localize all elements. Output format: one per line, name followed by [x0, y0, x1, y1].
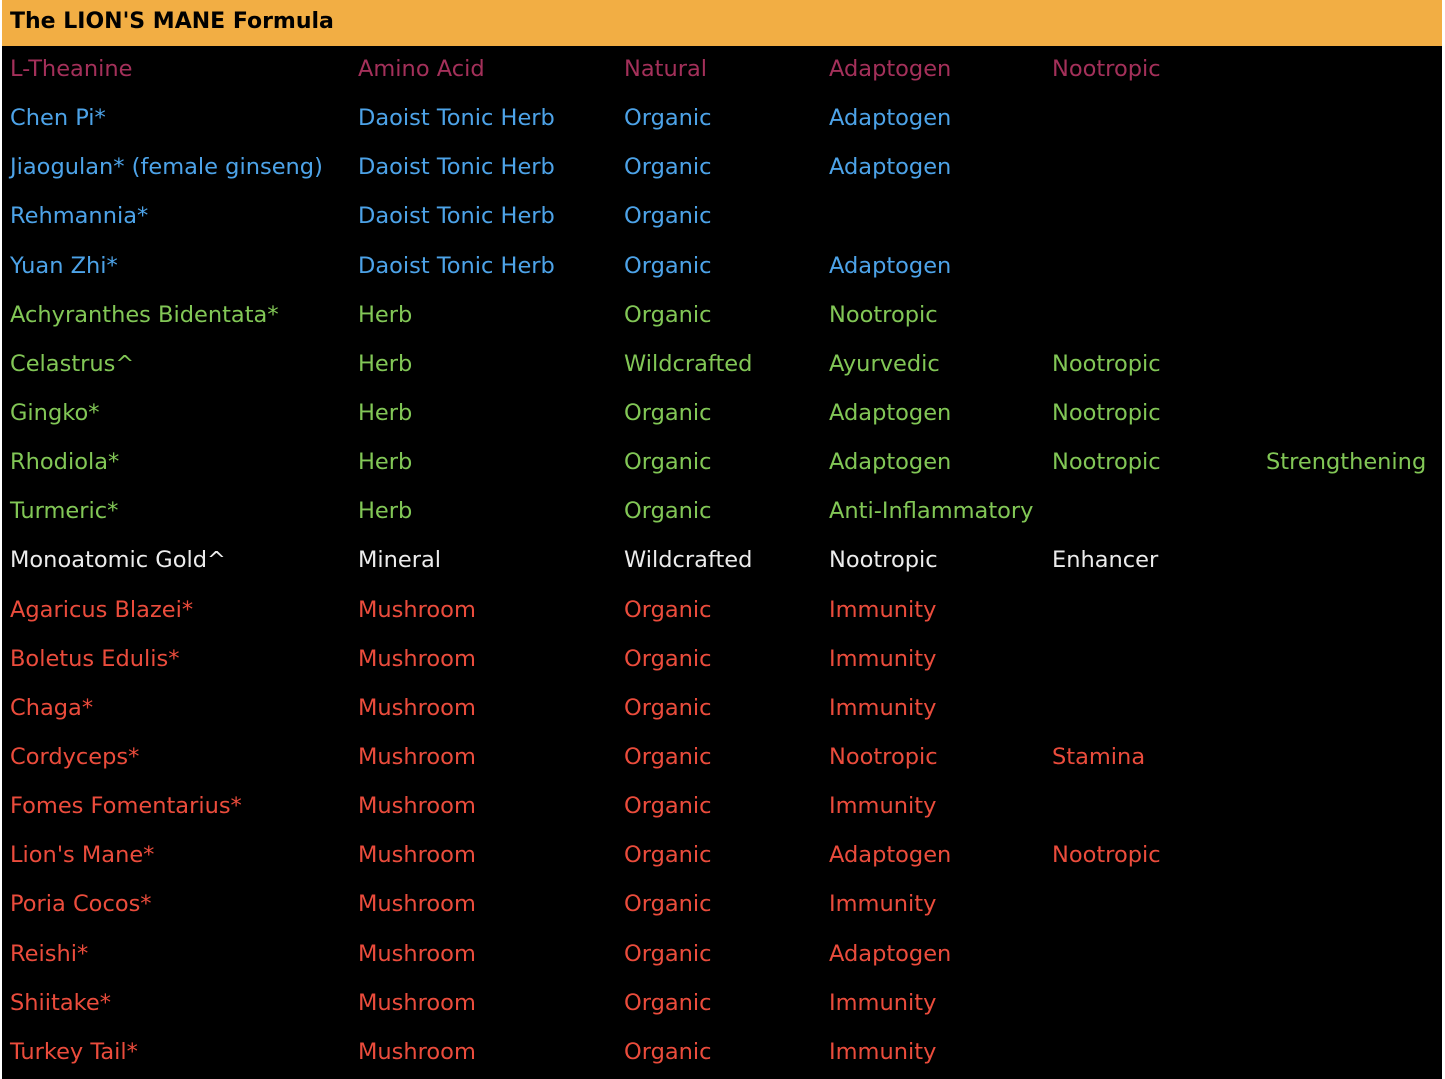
table-row: [2, 391, 1442, 440]
table-row: [2, 145, 1442, 194]
ingredient-property: Adaptogen: [829, 940, 952, 967]
ingredient-property: Adaptogen: [829, 449, 952, 476]
ingredient-source: Organic: [624, 252, 712, 279]
table-row: [2, 882, 1442, 931]
ingredient-type: Mushroom: [358, 793, 476, 820]
ingredient-property: Ayurvedic: [829, 350, 940, 377]
ingredient-source: Organic: [624, 449, 712, 476]
ingredient-property-2: Nootropic: [1052, 399, 1161, 426]
ingredient-source: Organic: [624, 154, 712, 181]
table-row: [2, 342, 1442, 391]
table-row: [2, 932, 1442, 981]
table-row: [2, 440, 1442, 489]
ingredient-name: Poria Cocos*: [10, 891, 152, 918]
ingredient-name: Chen Pi*: [10, 105, 106, 132]
table-row: [2, 489, 1442, 538]
ingredient-property: Immunity: [829, 1038, 937, 1065]
table-row: [2, 833, 1442, 882]
ingredient-type: Mushroom: [358, 694, 476, 721]
page-title: The LION'S MANE Formula: [10, 9, 334, 34]
ingredient-type: Herb: [358, 350, 413, 377]
ingredient-property-2: Nootropic: [1052, 350, 1161, 377]
ingredient-property: Nootropic: [829, 547, 938, 574]
ingredient-source: Organic: [624, 105, 712, 132]
ingredient-type: Herb: [358, 301, 413, 328]
table-row: [2, 735, 1442, 784]
ingredient-type: Daoist Tonic Herb: [358, 105, 555, 132]
ingredient-source: Organic: [624, 940, 712, 967]
ingredient-name: L-Theanine: [10, 56, 133, 82]
ingredient-source: Organic: [624, 596, 712, 623]
ingredient-property: Adaptogen: [829, 105, 952, 132]
ingredient-type: Herb: [358, 498, 413, 525]
ingredient-name: Gingko*: [10, 399, 100, 426]
ingredient-type: Daoist Tonic Herb: [358, 154, 555, 181]
ingredient-property-3: Strengthening: [1266, 449, 1427, 476]
ingredient-type: Herb: [358, 449, 413, 476]
ingredient-name: Boletus Edulis*: [10, 645, 180, 672]
ingredient-name: Reishi*: [10, 940, 89, 967]
table-row: [2, 538, 1442, 587]
ingredient-name: Cordyceps*: [10, 743, 140, 770]
table-row: [2, 47, 1442, 96]
ingredient-source: Organic: [624, 891, 712, 918]
table-row: [2, 1030, 1442, 1079]
ingredient-source: Wildcrafted: [624, 350, 753, 377]
ingredient-name: Shiitake*: [10, 989, 111, 1016]
ingredient-type: Mushroom: [358, 596, 476, 623]
ingredient-property: Adaptogen: [829, 252, 952, 279]
ingredient-type: Mushroom: [358, 940, 476, 967]
ingredient-property: Adaptogen: [829, 842, 952, 869]
ingredient-property-2: Enhancer: [1052, 547, 1159, 574]
ingredient-type: Amino Acid: [358, 56, 485, 82]
ingredient-source: Organic: [624, 1038, 712, 1065]
table-row: [2, 96, 1442, 145]
ingredient-property: Immunity: [829, 694, 937, 721]
ingredient-property: Immunity: [829, 596, 937, 623]
ingredient-source: Organic: [624, 203, 712, 230]
table-row: [2, 981, 1442, 1030]
ingredient-source: Organic: [624, 989, 712, 1016]
ingredient-property: Immunity: [829, 891, 937, 918]
ingredient-source: Organic: [624, 498, 712, 525]
ingredient-source: Organic: [624, 793, 712, 820]
ingredient-property: Immunity: [829, 645, 937, 672]
ingredient-property: Adaptogen: [829, 56, 952, 82]
ingredient-type: Daoist Tonic Herb: [358, 252, 555, 279]
ingredient-type: Daoist Tonic Herb: [358, 203, 555, 230]
ingredient-source: Organic: [624, 399, 712, 426]
formula-table: [2, 0, 1442, 1079]
ingredient-source: Organic: [624, 301, 712, 328]
ingredient-type: Mushroom: [358, 743, 476, 770]
ingredient-property: Adaptogen: [829, 154, 952, 181]
ingredient-property-2: Nootropic: [1052, 842, 1161, 869]
table-row: [2, 637, 1442, 686]
ingredient-source: Wildcrafted: [624, 547, 753, 574]
title-bar: [2, 0, 1442, 46]
ingredient-property: Nootropic: [829, 743, 938, 770]
ingredient-source: Organic: [624, 842, 712, 869]
ingredient-type: Mushroom: [358, 1038, 476, 1065]
ingredient-name: Jiaogulan* (female ginseng): [10, 154, 323, 181]
table-row: [2, 244, 1442, 293]
ingredient-source: Organic: [624, 743, 712, 770]
ingredient-name: Fomes Fomentarius*: [10, 793, 242, 820]
ingredient-type: Mushroom: [358, 645, 476, 672]
ingredient-source: Organic: [624, 694, 712, 721]
ingredient-name: Turmeric*: [10, 498, 119, 525]
ingredient-property: Immunity: [829, 793, 937, 820]
table-row: [2, 588, 1442, 637]
ingredient-name: Celastrus^: [10, 350, 135, 377]
ingredient-list: [2, 47, 1442, 1079]
ingredient-type: Mineral: [358, 547, 442, 574]
ingredient-name: Achyranthes Bidentata*: [10, 301, 279, 328]
table-row: [2, 784, 1442, 833]
ingredient-property: Immunity: [829, 989, 937, 1016]
table-row: [2, 293, 1442, 342]
ingredient-property-2: Stamina: [1052, 743, 1146, 770]
ingredient-type: Mushroom: [358, 842, 476, 869]
ingredient-name: Rehmannia*: [10, 203, 149, 230]
ingredient-name: Turkey Tail*: [10, 1038, 138, 1065]
ingredient-type: Mushroom: [358, 891, 476, 918]
ingredient-name: Monoatomic Gold^: [10, 547, 226, 574]
ingredient-property: Adaptogen: [829, 399, 952, 426]
ingredient-name: Rhodiola*: [10, 449, 120, 476]
ingredient-source: Natural: [624, 56, 707, 82]
table-row: [2, 686, 1442, 735]
ingredient-property: Anti-Inflammatory: [829, 498, 1034, 525]
ingredient-name: Chaga*: [10, 694, 94, 721]
ingredient-property-2: Nootropic: [1052, 56, 1161, 82]
ingredient-source: Organic: [624, 645, 712, 672]
ingredient-name: Agaricus Blazei*: [10, 596, 194, 623]
ingredient-property: Nootropic: [829, 301, 938, 328]
ingredient-property-2: Nootropic: [1052, 449, 1161, 476]
ingredient-name: Yuan Zhi*: [10, 252, 118, 279]
table-row: [2, 194, 1442, 243]
ingredient-type: Mushroom: [358, 989, 476, 1016]
ingredient-type: Herb: [358, 399, 413, 426]
ingredient-name: Lion's Mane*: [10, 842, 155, 869]
